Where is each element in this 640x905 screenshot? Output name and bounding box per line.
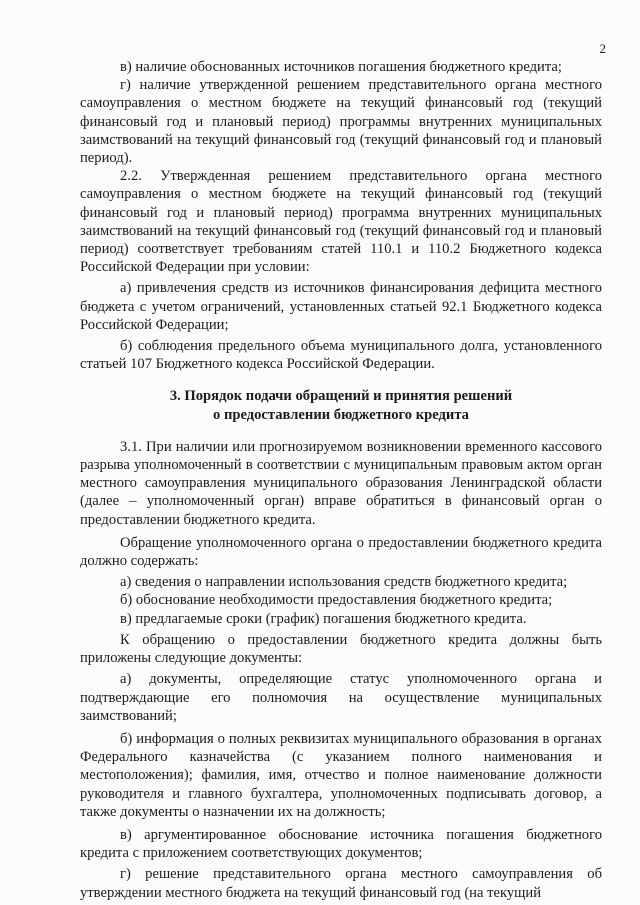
paragraph-2-2: 2.2. Утвержденная решением представительного органа местного самоуправления о местном бюджете на текущий финансовый год (текущий финансовый год и плановый период) программа внутренних муниципальных заимствований на текущий финансовый год (текущий финансовый год и плановый период) соответствует требованиям статей 110.1 и 110.2 Бюджетного кодекса Российской Федерации при условии: [80, 168, 602, 276]
paragraph-request-content: Обращение уполномоченного органа о предоставлении бюджетного кредита должно содержать: [80, 534, 602, 570]
paragraph-item-c: в) предлагаемые сроки (график) погашения бюджетного кредита. [120, 610, 527, 627]
paragraph-doc-d: г) решение представительного органа местного самоуправления об утверждении местного бюджета на текущий финансовый год (на текущий [80, 866, 602, 901]
page-number: 2 [599, 41, 606, 56]
paragraph-attachments: К обращению о предоставлении бюджетного кредита должны быть приложены следующие документы: [80, 631, 602, 667]
document-body [80, 58, 602, 902]
paragraph-approved-decision: г) наличие утвержденной решением представительного органа местного самоуправления о местном бюджете на текущий финансовый год (текущий финансовый год и плановый период) программы внутренних муниципальных заимствований на текущий финансовый год (текущий финансовый год и плановый период). [80, 77, 602, 167]
paragraph-doc-a: а) документы, определяющие статус уполномоченного органа и подтверждающие его полномочия на осуществление муниципальных заимствований; [80, 671, 602, 724]
paragraph-item-a: а) сведения о направлении использования средств бюджетного кредита; [120, 574, 568, 591]
paragraph-3-1: 3.1. При наличии или прогнозируемом возникновении временного кассового разрыва уполномоченный в соответствии с муниципальным правовым актом орган местного самоуправления муниципального образования Ленинградской области (далее – уполномоченный орган) вправе обратиться в финансовый орган о предоставлении бюджетного кредита. [80, 438, 602, 528]
section-title-line1: 3. Порядок подачи обращений и принятия решений [169, 388, 513, 405]
section-title-line2: о предоставлении бюджетного кредита [213, 406, 469, 423]
paragraph-doc-b: б) информация о полных реквизитах муниципального образования в органах Федерального казначейства (с указанием полного наименования и местоположения); фамилия, имя, отчество и полное наименование должности руководителя и главного бухгалтера, уполномоченных подписывать договор, а также документы о назначении их на должность; [80, 730, 602, 820]
paragraph-doc-c: в) аргументированное обоснование источника погашения бюджетного кредита с приложением соответствующих документов; [80, 826, 602, 862]
paragraph-condition-b: б) соблюдения предельного объема муниципального долга, установленного статьей 107 Бюджетного кодекса Российской Федерации. [80, 338, 602, 373]
paragraph-sources-repayment: в) наличие обоснованных источников погашения бюджетного кредита; [120, 59, 562, 75]
paragraph-condition-a: а) привлечения средств из источников финансирования дефицита местного бюджета с учетом ограничений, установленных статьей 92.1 Бюджетного кодекса Российской Федерации; [80, 280, 602, 333]
paragraph-item-b: б) обоснование необходимости предоставления бюджетного кредита; [120, 592, 553, 609]
